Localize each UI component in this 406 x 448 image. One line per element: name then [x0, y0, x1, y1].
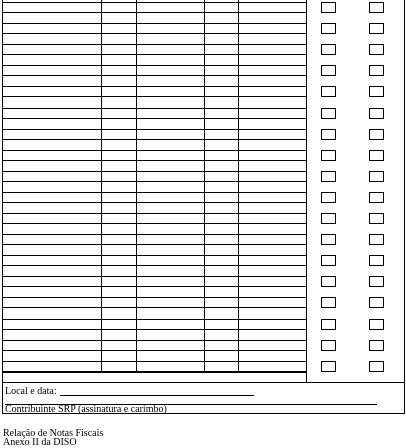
- document-title: Relação de Notas Fiscais: [3, 428, 104, 439]
- column-rule: [101, 0, 102, 372]
- row-rule: [3, 276, 306, 277]
- invoice-relation-form: [2, 0, 405, 414]
- row-checkbox-left[interactable]: [321, 319, 336, 330]
- row-rule: [3, 75, 306, 76]
- column-rule: [136, 0, 137, 372]
- row-checkbox-left[interactable]: [321, 86, 336, 97]
- row-checkbox-left[interactable]: [321, 2, 336, 13]
- row-checkbox-right[interactable]: [369, 319, 384, 330]
- row-checkbox-left[interactable]: [321, 44, 336, 55]
- row-rule: [3, 86, 306, 87]
- row-rule: [3, 33, 306, 34]
- row-checkbox-left[interactable]: [321, 23, 336, 34]
- row-rule: [3, 244, 306, 245]
- row-checkbox-right[interactable]: [369, 86, 384, 97]
- row-rule: [3, 234, 306, 235]
- row-checkbox-left[interactable]: [321, 65, 336, 76]
- row-checkbox-right[interactable]: [369, 340, 384, 351]
- row-checkbox-left[interactable]: [321, 361, 336, 372]
- row-checkbox-right[interactable]: [369, 297, 384, 308]
- row-rule: [3, 202, 306, 203]
- row-rule: [3, 297, 306, 298]
- row-rule: [3, 2, 306, 3]
- row-checkbox-right[interactable]: [369, 171, 384, 182]
- row-rule: [3, 129, 306, 130]
- row-checkbox-left[interactable]: [321, 150, 336, 161]
- row-rule: [3, 160, 306, 161]
- column-rule: [238, 0, 239, 372]
- row-rule: [3, 340, 306, 341]
- row-checkbox-right[interactable]: [369, 213, 384, 224]
- checkbox-area-divider: [306, 0, 307, 382]
- row-checkbox-right[interactable]: [369, 361, 384, 372]
- row-rule: [3, 329, 306, 330]
- row-checkbox-right[interactable]: [369, 108, 384, 119]
- row-rule: [3, 65, 306, 66]
- row-rule: [3, 350, 306, 351]
- signature-label: Contribuinte SRP (assinatura e carimbo): [5, 404, 167, 415]
- row-checkbox-right[interactable]: [369, 192, 384, 203]
- row-checkbox-left[interactable]: [321, 192, 336, 203]
- row-checkbox-right[interactable]: [369, 2, 384, 13]
- row-rule: [3, 213, 306, 214]
- row-checkbox-left[interactable]: [321, 297, 336, 308]
- document-subtitle: Anexo II da DISO: [3, 437, 77, 448]
- column-rule: [204, 0, 205, 372]
- row-rule: [3, 307, 306, 308]
- row-checkbox-right[interactable]: [369, 44, 384, 55]
- row-rule: [3, 181, 306, 182]
- row-checkbox-left[interactable]: [321, 234, 336, 245]
- table-bottom-rule: [3, 372, 306, 373]
- row-rule: [3, 265, 306, 266]
- row-checkbox-right[interactable]: [369, 23, 384, 34]
- row-rule: [3, 361, 306, 362]
- row-checkbox-right[interactable]: [369, 234, 384, 245]
- row-rule: [3, 54, 306, 55]
- row-checkbox-left[interactable]: [321, 340, 336, 351]
- row-checkbox-left[interactable]: [321, 213, 336, 224]
- row-checkbox-left[interactable]: [321, 108, 336, 119]
- row-checkbox-right[interactable]: [369, 65, 384, 76]
- row-checkbox-left[interactable]: [321, 255, 336, 266]
- row-checkbox-left[interactable]: [321, 129, 336, 140]
- row-rule: [3, 171, 306, 172]
- row-checkbox-left[interactable]: [321, 171, 336, 182]
- location-date-label: Local e data:: [5, 386, 57, 397]
- row-rule: [3, 150, 306, 151]
- row-rule: [3, 139, 306, 140]
- row-checkbox-right[interactable]: [369, 150, 384, 161]
- row-rule: [3, 44, 306, 45]
- row-rule: [3, 319, 306, 320]
- row-checkbox-right[interactable]: [369, 255, 384, 266]
- row-rule: [3, 286, 306, 287]
- row-checkbox-left[interactable]: [321, 276, 336, 287]
- row-checkbox-right[interactable]: [369, 129, 384, 140]
- row-rule: [3, 12, 306, 13]
- row-rule: [3, 96, 306, 97]
- row-checkbox-right[interactable]: [369, 276, 384, 287]
- row-rule: [3, 192, 306, 193]
- row-rule: [3, 108, 306, 109]
- signature-section-divider: [3, 382, 404, 383]
- row-rule: [3, 255, 306, 256]
- row-rule: [3, 23, 306, 24]
- location-date-field[interactable]: [60, 395, 254, 396]
- row-rule: [3, 118, 306, 119]
- row-rule: [3, 223, 306, 224]
